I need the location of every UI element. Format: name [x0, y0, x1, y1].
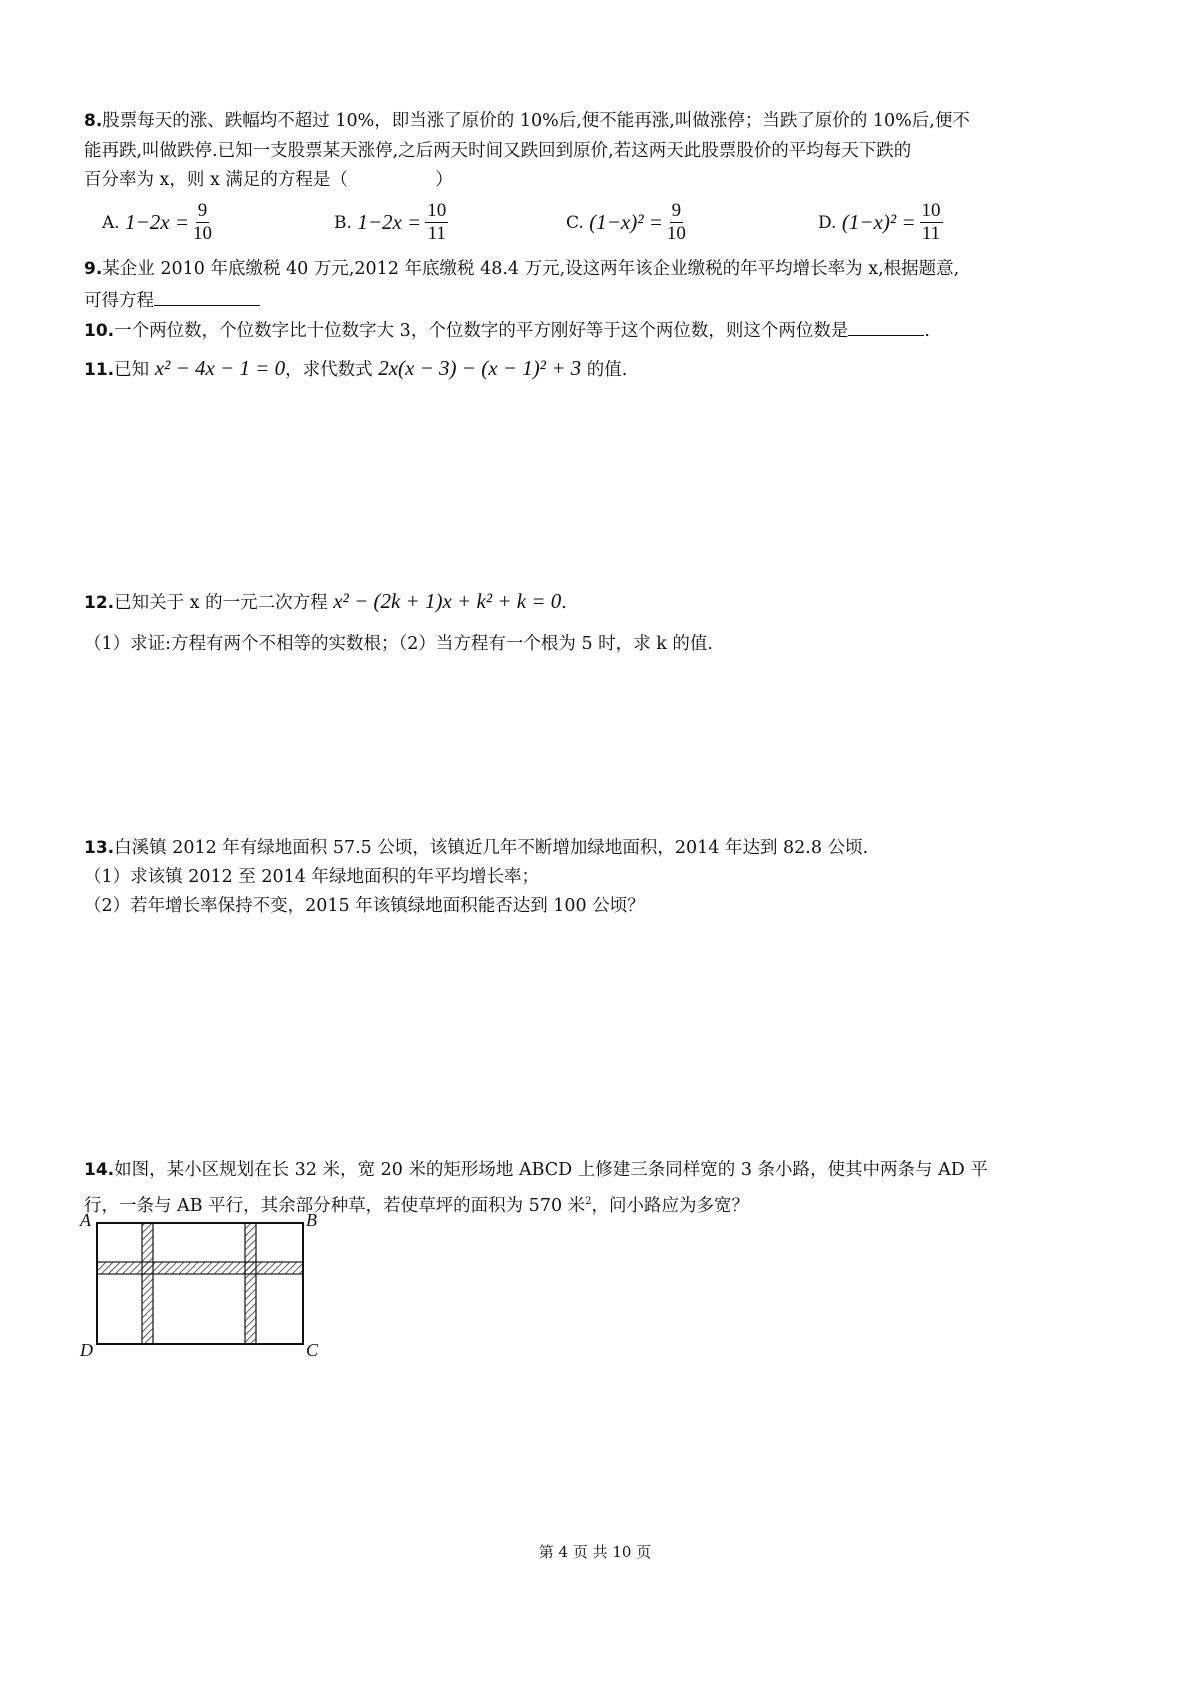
rectangle-field-figure	[96, 1222, 306, 1346]
q8-number: 8.	[84, 111, 103, 131]
q14-text-2b: ，问小路应为多宽？	[591, 1195, 750, 1216]
option-fraction	[425, 200, 448, 245]
path-outlines	[97, 1223, 303, 1344]
option-expr: (1−x)² =	[841, 210, 916, 234]
q13-line-3: （2）若年增长率保持不变，2015 年该镇绿地面积能否达到 100 公顷？	[84, 896, 645, 916]
q8-option-d	[818, 200, 943, 245]
q13-text-1: 白溪镇 2012 年有绿地面积 57.5 公顷，该镇近几年不断增加绿地面积，2014 年达到 82.8 公顷.	[114, 838, 869, 858]
numerator: 9	[197, 200, 208, 221]
figure-label-c: C	[306, 1340, 319, 1360]
q11-expression: 2x(x − 3) − (x − 1)² + 3	[378, 356, 582, 380]
q14-superscript: 2	[585, 1196, 592, 1207]
denominator: 10	[666, 223, 686, 244]
q12-line-1	[84, 589, 567, 615]
q11-post: 的值.	[586, 360, 628, 380]
q10-answer-blank[interactable]	[848, 317, 924, 336]
q14-line-2	[84, 1190, 749, 1218]
figure-label-a: A	[80, 1210, 91, 1230]
q8-option-c	[566, 200, 686, 245]
q9-text-1: 某企业 2010 年底缴税 40 万元,2012 年底缴税 48.4 万元,设这两年该企业缴税的年平均增长率为 x,根据题意,	[102, 259, 960, 279]
q8-option-a	[102, 200, 212, 245]
q10-line	[84, 317, 930, 343]
q9-line-1	[84, 257, 959, 281]
q14-text-2a: 行，一条与 AB 平行，其余部分种草，若使草坪的面积为 570 米	[84, 1195, 586, 1216]
numerator: 10	[921, 200, 941, 221]
q10-text: 一个两位数，个位数字比十位数字大 3，个位数字的平方刚好等于这个两位数，则这个两位数是	[114, 321, 849, 341]
denominator: 11	[921, 223, 941, 244]
q13-number: 13.	[84, 838, 115, 858]
field-border	[97, 1223, 303, 1344]
q8-line-1	[84, 109, 970, 133]
option-label: A.	[102, 212, 120, 233]
q9-answer-blank[interactable]	[154, 287, 260, 306]
q8-text-1: 股票每天的涨、跌幅均不超过 10%，即当涨了原价的 10%后,便不能再涨,叫做涨停；当跌了原价的 10%后,便不	[102, 111, 970, 131]
q8-option-b	[334, 200, 448, 245]
option-label: C.	[566, 212, 584, 233]
option-label: D.	[818, 212, 837, 233]
option-fraction	[667, 200, 686, 245]
q10-end: .	[924, 321, 930, 341]
q11-equation: x² − 4x − 1 = 0	[154, 356, 286, 380]
page-footer: 第 4 页 共 10 页	[538, 1543, 652, 1561]
q11-pre: 已知	[114, 360, 150, 380]
q9-text-2: 可得方程	[84, 291, 154, 311]
q13-line-2: （1）求该镇 2012 至 2014 年绿地面积的年平均增长率；	[84, 867, 539, 887]
q12-post: .	[561, 593, 567, 613]
q11-line	[84, 356, 627, 382]
q12-equation: x² − (2k + 1)x + k² + k = 0	[333, 589, 562, 613]
horizontal-path	[97, 1262, 303, 1274]
q14-line-1	[84, 1158, 988, 1182]
vertical-path-right	[245, 1223, 256, 1344]
numerator: 10	[427, 200, 447, 221]
option-fraction	[920, 200, 943, 245]
numerator: 9	[671, 200, 682, 221]
q14-text-1: 如图，某小区规划在长 32 米，宽 20 米的矩形场地 ABCD 上修建三条同样宽的 3 条小路，使其中两条与 AD 平	[114, 1160, 988, 1180]
option-expr: 1−2x =	[357, 210, 422, 234]
q10-number: 10.	[84, 321, 115, 341]
q14-number: 14.	[84, 1160, 115, 1180]
denominator: 11	[427, 223, 446, 244]
q12-pre: 已知关于 x 的一元二次方程	[114, 593, 328, 613]
option-expr: 1−2x =	[125, 210, 190, 234]
q13-line-1	[84, 836, 868, 860]
figure-label-d: D	[80, 1340, 93, 1360]
figure-label-b: B	[306, 1210, 317, 1230]
q9-number: 9.	[84, 259, 103, 279]
vertical-path-left	[142, 1223, 153, 1344]
denominator: 10	[193, 223, 213, 244]
q12-number: 12.	[84, 593, 115, 613]
q11-mid: ，求代数式	[285, 360, 373, 380]
option-label: B.	[334, 212, 352, 233]
q11-number: 11.	[84, 360, 115, 380]
q8-line-3: 百分率为 x，则 x 满足的方程是（ ）	[84, 170, 453, 190]
q9-line-2	[84, 287, 260, 313]
option-expr: (1−x)² =	[589, 210, 663, 234]
q8-line-2: 能再跌,叫做跌停.已知一支股票某天涨停,之后两天时间又跌回到原价,若这两天此股票股价的平均每天下跌的	[84, 141, 912, 161]
q12-line-2: （1）求证:方程有两个不相等的实数根；（2）当方程有一个根为 5 时，求 k 的值.	[84, 634, 713, 654]
option-fraction	[193, 200, 212, 245]
